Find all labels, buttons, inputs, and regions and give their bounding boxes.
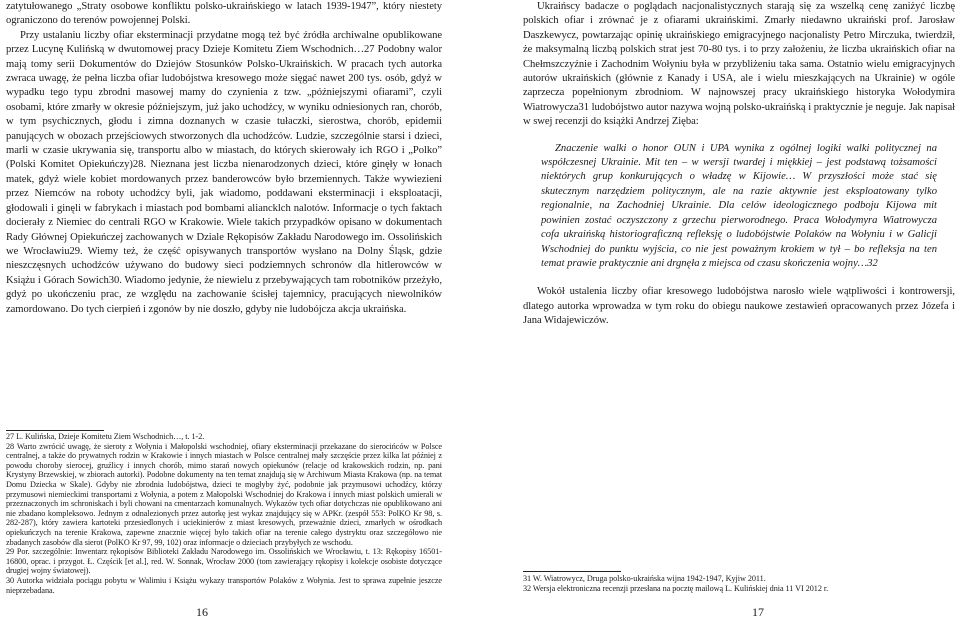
right-page-body <box>523 0 955 444</box>
page-number-left: 16 <box>196 605 208 619</box>
footnote-29: 29 Por. szczególnie: Inwentarz rękopisów Biblioteki Zakładu Narodowego im. Ossolińskich we Wrocławiu, t. 13: Rękopisy 16501-16800, oprac. i przygot. Ł. Częścik [et al.], red. W. Sonnak, Wrocław 2000 (tom zawierający rękopisy i kolekcje osobiste dotyczące drugiej wojny światowej). <box>6 547 442 576</box>
page-number-right: 17 <box>752 605 764 619</box>
left-paragraph-2: Przy ustalaniu liczby ofiar eksterminacji przydatne mogą też być źródła archiwalne opublikowane przez Lucynę Kulińską w dwutomowej pracy Dzieje Komitetu Ziem Wschodnich…27 Podobny walor mają tomy serii Dokumentów do Dziejów Stosunków Polsko-Ukraińskich. W pracach tych autorka zwraca uwagę, że pełna liczba ofiar ludobójstwa kresowego może sięgać nawet 200 tys. osób, gdyż w wypadku tego typu zbrodni masowej mamy do czynienia z tzw. „późniejszymi ofiarami”, czyli osobami, które zmarły w okresie późniejszym, już jako uchodźcy, w wyniku odniesionych ran, chorób, w tym psychicznych, głodu i zimna doznanych w czasie tułaczki, sierostwa, chorób, epidemii panujących w obozach przejściowych stworzonych dla uchodźców. Ludzie, szczególnie starsi i dzieci, marli w czasie ukrywania się, transportu albo w miastach, do których skierowały ich RGO i „Polko” (Polski Komitet Opiekuńczy)28. Nieznana jest liczba nienarodzonych dzieci, które ginęły w łonach matek, gdyż wiele kobiet mordowanych przez banderowców było brzemiennych. Także wywiezieni przez Niemców na roboty uchodźcy byli, jak wiadomo, poddawani eksterminacji i eksploatacji, głodowali i ginęli w fabrykach i miastach pod bombami aliancklch nalotów. Informacje o tych faktach docierały z Niemiec do centrali RGO w Krakowie. Wiele takich przypadków opisano w dokumentach Rady Głównej Opiekuńczej zachowanych w Dziale Rękopisów Zakładu Narodowego im. Ossolińskich we Wrocławiu29. Wiemy też, że część opisywanych transportów wysłano na Dolny Śląsk, gdzie nieszczęsnych uchodźców używano do budowy sieci podziemnych schronów dla hitlerowców w Książu i Górach Sowich30. Wiadomo jedynie, że niewielu z przebywających tam robotników przeżyło, gdyż po ukończeniu prac, ze względu na zachowanie ścisłej tajemnicy, pracujących niewolników zamordowano. Do tych cierpień i zgonów by nie doszło, gdyby nie ludobójcza akcja ukraińska. <box>6 29 442 315</box>
left-paragraph-1: zatytułowanego „Straty osobowe konfliktu polsko-ukraińskiego w latach 1939-1947”, który niestety ograniczono do terenów powojennej Polski. <box>6 1 442 27</box>
block-quote: Znaczenie walki o honor OUN i UPA wynika z ogólnej logiki walki politycznej na współczesnej Ukrainie. Mit ten – w wersji twardej i miękkiej – jest podstawą tożsamości niektórych grup konkurujących o władzę w Kijowie… W przyszłości może stać się skutecznym narzędziem politycznym, ale na razie aktywnie jest eksploatowany tylko regionalnie, na Zachodniej Ukrainie. Dla celów ideologicznego podboju Kijowa mit powinien zostać oczyszczony z grzechu pierworodnego. Praca Wołodymyra Wiatrowycza cofa ukraińską historiograficzną refleksję o ludobójstwie Polaków na Wołyniu i w Galicji Wschodniej do punktu wyjścia, co nie jest poważnym krokiem w tył – bo refleksja na ten temat prawie praktycznie ani drgnęła z miejsca od czasu skończenia wojny…32 <box>541 142 937 269</box>
right-footnotes <box>523 574 955 604</box>
footnote-32: 32 Wersja elektroniczna recenzji przesłana na pocztę mailową L. Kulińskiej dnia 11 VI 2012 r. <box>523 583 829 593</box>
footnote-27: 27 L. Kulińska, Dzieje Komitetu Ziem Wschodnich…, t. 1-2. <box>6 432 205 441</box>
left-footnote-rule <box>6 430 104 431</box>
footnote-28: 28 Warto zwrócić uwagę, że sieroty z Wołynia i Małopolski wschodniej, ofiary eksterminacji przekazane do sierocińców w Polsce centralnej, a także do prywatnych rodzin w Krakowie i innych miastach w Polsce centralnej mały szczęście przez kilka lat później z powodu choroby sierocej, gruźlicy i innych chorób, mimo starań nowych opiekunów (relacje od krakowskich rodzin, np. pani Krystyny Brzewskiej, w zbiorach autorki). Podobne dokumenty na ten temat znajdują się w Archiwum Miasta Krakowa (np. na temat Domu Dziecka w Skale). Gdyby nie zbrodnia ludobójstwa, dzieci te mogłyby żyć, podobnie jak przymusowi uchodźcy, którzy przymusowi niemieckimi transportami z Wołynia, a potem z Małopolski Wschodniej do Krakowa i innych miast polskich umierali w przeznaczonych im schroniskach i byli chowani na cmentarzach komunalnych. Wykazów tych ofiar dotychczas nie opublikowano ani nie zbadano kompleksowo. Jednym z odnalezionych przez autorkę jest wykaz znajdujący się w APKr. (zespół 553: PolKO Kr 98, s. 282-287), który zawiera kartoteki przesiedlonych i uciekinierów z miast kresowych, przeważnie dzieci, zmarłych w ośrodkach opiekuńczych na terenie Krakowa, zapewne znacznie więcej było takich ofiar na terenie całego dystryktu oraz szczegółowo nie zbadanych zasobów dla sierot (PolKO Kr 97, 99, 102) oraz informacje o dzieciach przybyłych ze wschodu. <box>6 441 442 547</box>
right-paragraph-2: Wokół ustalenia liczby ofiar kresowego ludobójstwa narosło wiele wątpliwości i kontrowersji, dlatego autorka wprowadza w tym roku do obiegu naukowe zestawień opracowanych przez Józefa i Jana Widajewiczów. <box>523 286 955 327</box>
footnote-30: 30 Autorka widziała pociągu pobytu w Walimiu i Książu wykazy transportów Polaków z Wołynia. Jest to sprawa zupełnie jeszcze nieprzebadana. <box>6 575 442 595</box>
left-footnotes <box>6 432 442 595</box>
footnote-31: 31 W. Wiatrowycz, Druga polsko-ukraińska wijna 1942-1947, Kyjiw 2011. <box>523 574 766 583</box>
right-paragraph-1: Ukraińscy badacze o poglądach nacjonalistycznych starają się za wszelką cenę zaniżyć liczbę polskich ofiar i zrównać je z ofiarami ukraińskimi. Zmarły niedawno ukraiński prof. Jarosław Daszkewycz, powtarzając opinię ukraińskiego emigracyjnego nacjonalisty Petro Mirczuka, twierdził, że maksymalną liczbą polskich strat jest 70-80 tys. i to przy założeniu, że liczba ukraińskich ofiar na Chełmszczyźnie i Zachodnim Wołyniu była w przybliżeniu taka sama. Ostatnio wielu emigracyjnych autorów ukraińskich (głównie z Kanady i USA, ale i wielu mieszkających na Ukrainie) w ogóle zaprzecza popełnionym zbrodniom. W najnowszej pracy ukraińskiego historyka Wołodymira Wiatrowycza31 ludobójstwo autor nazywa wojną polsko-ukraińską i praktycznie je neguje. Jak napisał w swej recenzji do książki Andrzej Zięba: <box>523 1 955 128</box>
right-footnote-rule <box>523 571 621 572</box>
left-page-body <box>6 0 442 428</box>
